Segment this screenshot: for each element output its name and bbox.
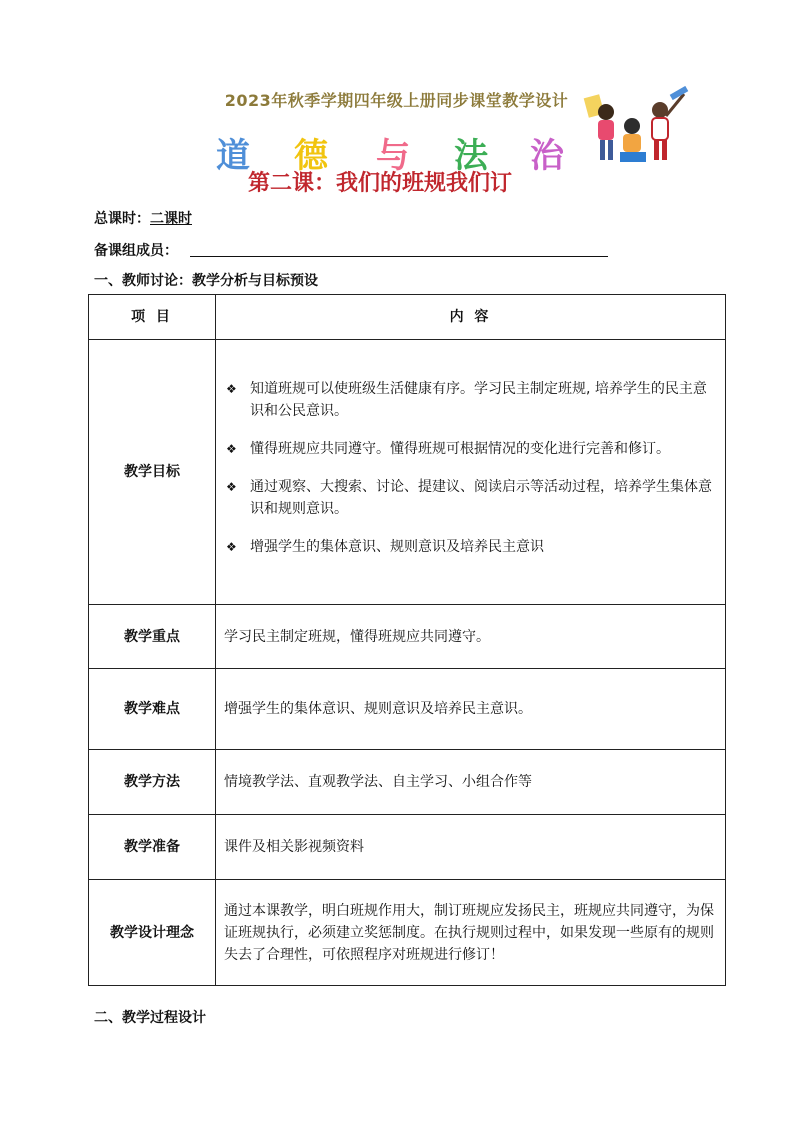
header-item: 项 目 — [89, 295, 216, 340]
row-content-difficulties: 增强学生的集体意识、规则意识及培养民主意识。 — [216, 669, 726, 750]
row-content-preparation: 课件及相关影视频资料 — [216, 815, 726, 880]
goal-item — [224, 438, 717, 460]
row-label-key-points: 教学重点 — [89, 605, 216, 669]
goal-item — [224, 476, 717, 520]
table-header-row — [89, 295, 726, 340]
row-label-goals: 教学目标 — [89, 340, 216, 605]
diamond-bullet-icon: ❖ — [226, 480, 237, 494]
goal-item — [224, 378, 717, 422]
row-label-preparation: 教学准备 — [89, 815, 216, 880]
group-members-blank-line — [190, 256, 608, 257]
subject-char-1: 道 — [216, 136, 250, 176]
students-illustration — [580, 86, 690, 166]
section-2-heading: 二、教学过程设计 — [94, 1010, 206, 1026]
table-row-design-concept — [89, 880, 726, 986]
teaching-analysis-table — [88, 294, 726, 986]
table-row-key-points — [89, 605, 726, 669]
table-row-goals — [89, 340, 726, 605]
subject-title — [216, 128, 576, 176]
document-header-title: 2023年秋季学期四年级上册同步课堂教学设计 — [224, 91, 569, 110]
total-hours — [94, 208, 192, 228]
goal-item — [224, 536, 717, 558]
goal-text: 知道班规可以使班级生活健康有序。学习民主制定班规, 培养学生的民主意识和公民意识。 — [250, 381, 707, 419]
subject-char-4: 法 — [454, 136, 488, 176]
total-hours-value: 二课时 — [150, 211, 192, 227]
header-content: 内 容 — [216, 295, 726, 340]
row-content-key-points: 学习民主制定班规，懂得班规应共同遵守。 — [216, 605, 726, 669]
table-row-methods — [89, 750, 726, 815]
subject-char-2: 德 — [294, 136, 328, 176]
row-label-difficulties: 教学难点 — [89, 669, 216, 750]
row-label-design-concept: 教学设计理念 — [89, 880, 216, 986]
goal-text: 增强学生的集体意识、规则意识及培养民主意识 — [250, 539, 544, 555]
row-label-methods: 教学方法 — [89, 750, 216, 815]
group-members-label: 备课组成员： — [94, 243, 178, 259]
section-1-heading: 一、教师讨论：教学分析与目标预设 — [94, 273, 318, 289]
diamond-bullet-icon: ❖ — [226, 382, 237, 396]
goal-text: 懂得班规应共同遵守。懂得班规可根据情况的变化进行完善和修订。 — [250, 441, 670, 457]
row-content-design-concept: 通过本课教学，明白班规作用大，制订班规应发扬民主，班规应共同遵守，为保证班规执行，必须建立奖惩制度。在执行规则过程中，如果发现一些原有的规则失去了合理性，可依照程序对班规进行修订！ — [216, 880, 726, 986]
diamond-bullet-icon: ❖ — [226, 540, 237, 554]
subject-char-3: 与 — [376, 136, 410, 176]
total-hours-label: 总课时： — [94, 211, 150, 227]
goals-list — [224, 378, 717, 558]
subject-char-5: 治 — [530, 136, 564, 176]
goal-text: 通过观察、大搜索、讨论、提建议、阅读启示等活动过程，培养学生集体意识和规则意识。 — [250, 479, 712, 517]
row-content-goals — [216, 340, 726, 605]
diamond-bullet-icon: ❖ — [226, 442, 237, 456]
table-row-preparation — [89, 815, 726, 880]
lesson-title: 第二课：我们的班规我们订 — [248, 170, 513, 196]
row-content-methods: 情境教学法、直观教学法、自主学习、小组合作等 — [216, 750, 726, 815]
table-row-difficulties — [89, 669, 726, 750]
